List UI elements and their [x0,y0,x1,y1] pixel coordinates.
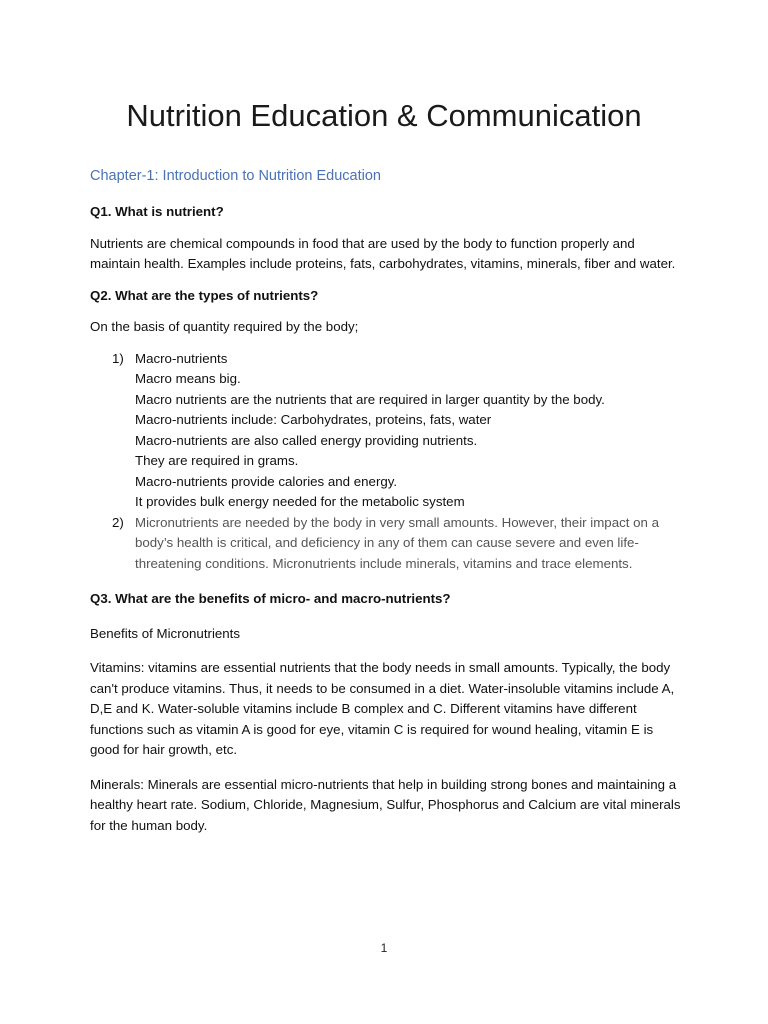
list-text: Micronutrients are needed by the body in very small amounts. However, their impact on a body’s health is critical, and deficiency in any of them can cause severe and even life-threatening conditions. Micronutrients include minerals, vitamins and trace elements. [135,514,660,571]
list-item-macronutrients [90,349,682,513]
question-3: Q3. What are the benefits of micro- and macro-nutrients? [90,591,451,606]
document-title: Nutrition Education & Communication [126,98,642,133]
list-line: Macro means big. [135,371,241,386]
list-line: They are required in grams. [135,453,299,468]
subheading-micronutrient-benefits: Benefits of Micronutrients [90,625,241,641]
list-line: Macro-nutrients are also called energy providing nutrients. [135,432,478,448]
page-number: 1 [380,941,388,955]
paragraph-vitamins: Vitamins: vitamins are essential nutrients that the body needs in small amounts. Typically, the body can't produce vitamins. Thus, it needs to be consumed in a diet. Water-insoluble vitamins include A, D,E and K. Water-soluble vitamins include B complex and C. Different vitamins have different functions such as vitamin A is good for eye, vitamin C is required for wound healing, vitamin E is good for hair growth, etc. [90,660,675,757]
question-1: Q1. What is nutrient? [90,204,224,219]
list-item-micronutrients [90,513,682,575]
list-number: 2) [112,514,124,530]
paragraph-minerals: Minerals: Minerals are essential micro-nutrients that help in building strong bones and maintaining a healthy heart rate. Sodium, Chloride, Magnesium, Sulfur, Phosphorus and Calcium are vital minerals for the human body. [90,776,681,833]
list-line: Macro-nutrients provide calories and energy. [135,473,398,489]
list-line: Macro nutrients are the nutrients that are required in larger quantity by the body. [135,391,605,407]
answer-1: Nutrients are chemical compounds in food that are used by the body to function properly and maintain health. Examples include proteins, fats, carbohydrates, vitamins, minerals, fiber and water. [90,235,676,271]
list-line: Macro-nutrients [135,350,228,366]
question-2: Q2. What are the types of nutrients? [90,287,319,303]
answer-2-intro: On the basis of quantity required by the body; [90,319,359,334]
nutrient-types-list [90,349,682,575]
list-line: Macro-nutrients include: Carbohydrates, proteins, fats, water [135,412,492,427]
document-body [90,165,682,850]
chapter-heading: Chapter-1: Introduction to Nutrition Education [90,168,381,184]
list-line: It provides bulk energy needed for the metabolic system [135,494,465,509]
list-number: 1) [112,350,124,366]
